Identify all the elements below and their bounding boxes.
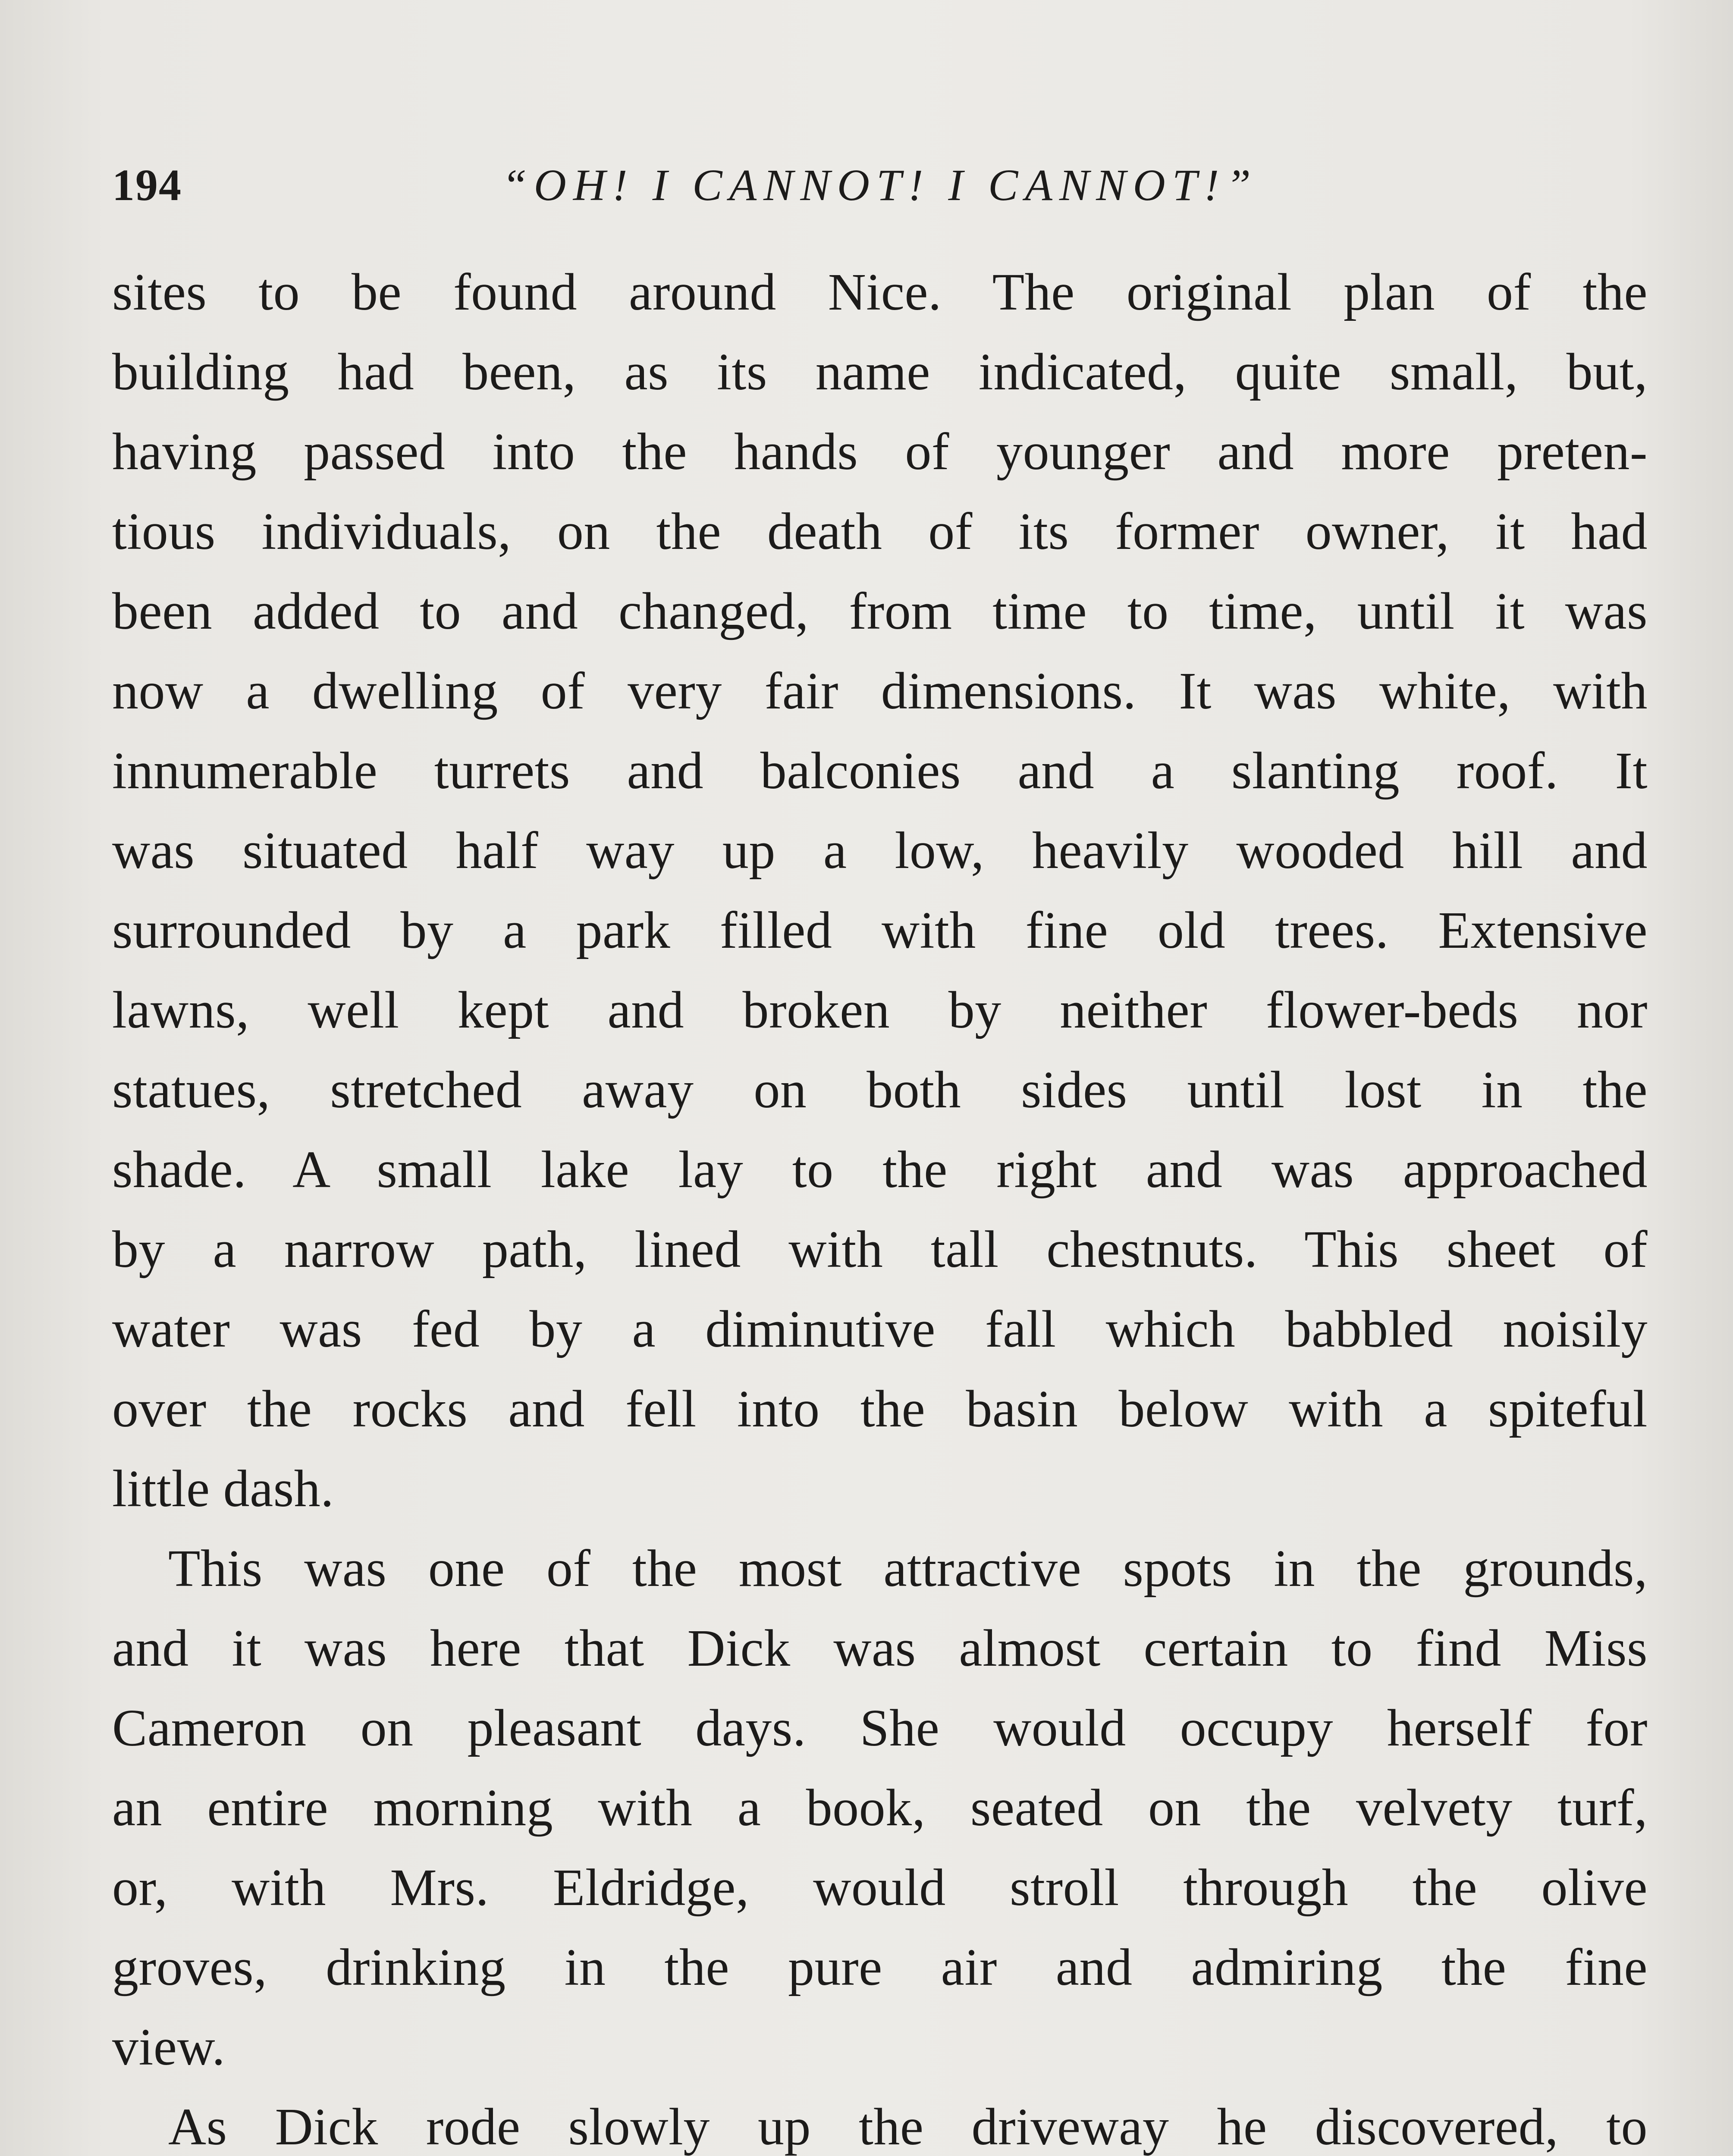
body-text [112,252,1648,2156]
text-line: lawns, well kept and broken by neither flower-beds nor [112,981,1648,1039]
text-line: and it was here that Dick was almost certain to find Miss [112,1619,1648,1677]
text-line: As Dick rode slowly up the driveway he discovered, to [168,2098,1648,2156]
page-number: 194 [112,160,182,210]
running-head [112,160,1648,229]
text-line: little dash. [112,1460,334,1518]
text-line: Cameron on pleasant days. She would occupy herself for [112,1699,1648,1757]
text-line: was situated half way up a low, heavily wooded hill and [112,821,1648,880]
chapter-running-title: “OH! I CANNOT! I CANNOT!” [502,160,1258,210]
text-line: water was fed by a diminutive fall which babbled noisily [112,1300,1648,1358]
text-line: shade. A small lake lay to the right and was approached [112,1141,1648,1199]
text-line: innumerable turrets and balconies and a slanting roof. It [112,742,1648,800]
paragraph [112,2087,1648,2156]
text-line: surrounded by a park filled with fine old trees. Extensive [112,901,1648,959]
text-line: now a dwelling of very fair dimensions. It was white, with [112,662,1648,720]
text-line: an entire morning with a book, seated on the velvety turf, [112,1779,1648,1837]
text-line: by a narrow path, lined with tall chestnuts. This sheet of [112,1220,1648,1279]
text-line: statues, stretched away on both sides until lost in the [112,1061,1648,1119]
text-line: sites to be found around Nice. The original plan of the [112,263,1648,321]
text-line: This was one of the most attractive spots in the grounds, [168,1539,1648,1598]
text-line: building had been, as its name indicated, quite small, but, [112,343,1648,401]
paragraph [112,1529,1648,2087]
text-line: view. [112,2018,226,2076]
text-line: tious individuals, on the death of its former owner, it had [112,502,1648,561]
text-line: groves, drinking in the pure air and admiring the fine [112,1938,1648,1996]
text-line: over the rocks and fell into the basin below with a spiteful [112,1380,1648,1438]
text-line: or, with Mrs. Eldridge, would stroll through the olive [112,1858,1648,1917]
text-line: having passed into the hands of younger and more preten- [112,423,1648,481]
paragraph [112,252,1648,1529]
text-line: been added to and changed, from time to time, until it was [112,582,1648,640]
